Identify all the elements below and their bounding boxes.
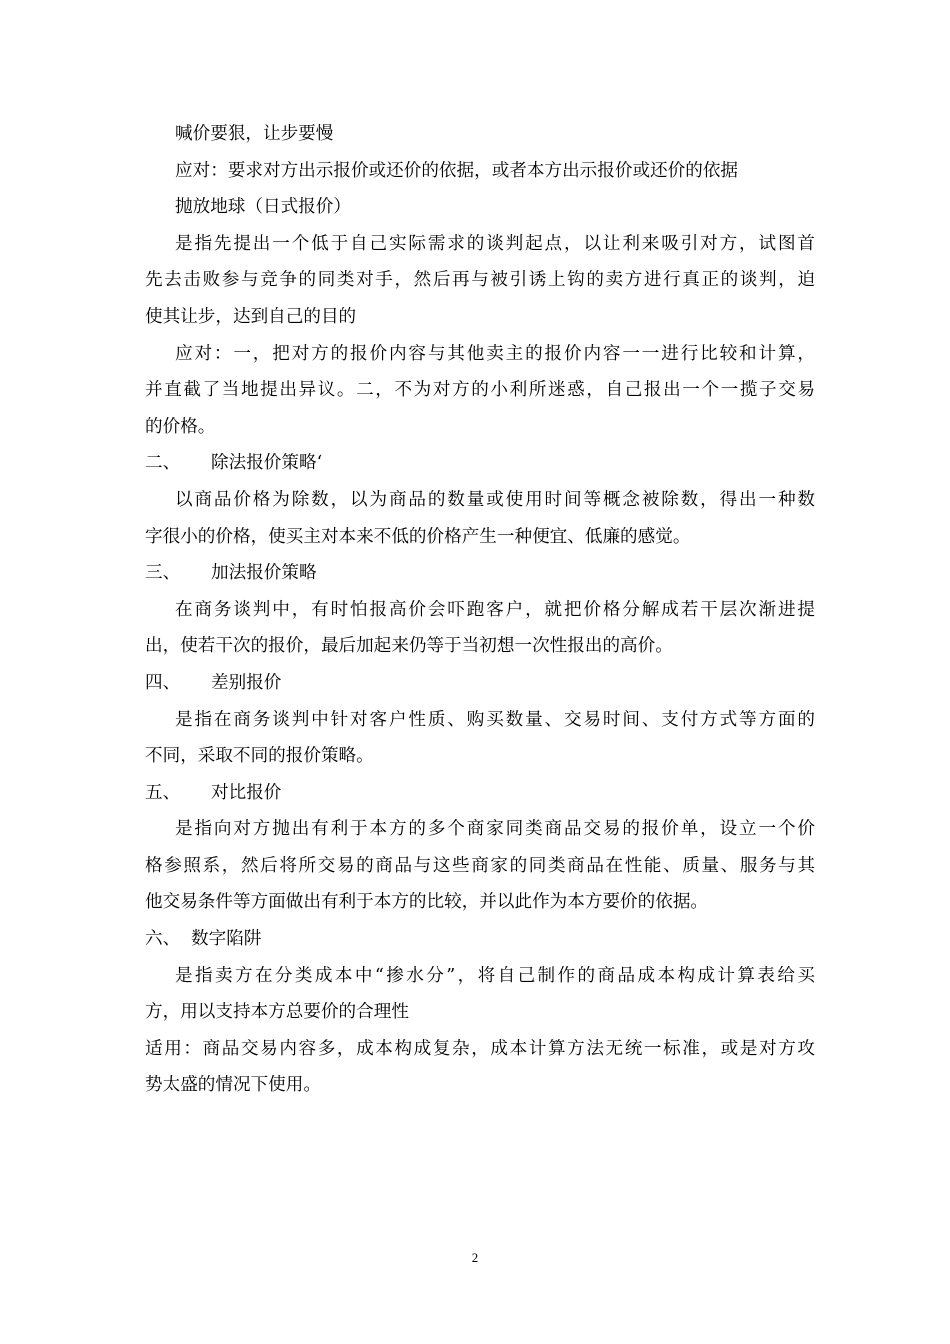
paragraph-line: 他交易条件等方面做出有利于本方的比较，并以此作为本方要价的依据。 [145,892,709,913]
paragraph-line: 字很小的价格，使买主对本来不低的价格产生一种便宜、低廉的感觉。 [145,526,691,547]
document-body [145,116,815,1104]
paragraph-line: 以商品价格为除数，以为商品的数量或使用时间等概念被除数，得出一种数 [175,489,815,510]
section-heading [145,445,815,482]
paragraph-line: 喊价要狠，让步要慢 [175,124,334,144]
paragraph-line: 在商务谈判中，有时怕报高价会吓跑客户，就把价格分解成若干层次渐进提 [175,599,815,620]
paragraph-line: 适用：商品交易内容多，成本构成复杂，成本计算方法无统一标准，或是对方攻 [145,1038,815,1059]
section-heading [145,775,815,812]
section-title: 对比报价 [211,782,282,803]
section-title: 差别报价 [211,672,282,693]
section-title: 数字陷阱 [191,929,262,950]
section-number: 四、 [145,672,181,693]
section-heading [145,555,815,592]
paragraph-line: 应对：一，把对方的报价内容与其他卖主的报价内容一一进行比较和计算， [175,343,815,364]
paragraph-line: 不同，采取不同的报价策略。 [145,746,374,767]
paragraph-line: 是指向对方抛出有利于本方的多个商家同类商品交易的报价单，设立一个价 [175,819,815,840]
section-title: 除法报价策略‘ [211,453,323,474]
paragraph-line: 是指在商务谈判中针对客户性质、购买数量、交易时间、支付方式等方面的 [175,709,815,730]
paragraph-line: 是指卖方在分类成本中“掺水分”，将自己制作的商品成本构成计算表给买 [175,965,815,986]
section-number: 二、 [145,453,181,474]
paragraph-line: 应对：要求对方出示报价或还价的依据，或者本方出示报价或还价的依据 [175,160,739,181]
section-number: 三、 [145,563,181,584]
paragraph-line: 格参照系，然后将所交易的商品与这些商家的同类商品在性能、质量、服务与其 [145,855,815,876]
section-heading [145,921,815,958]
paragraph-line: 是指先提出一个低于自己实际需求的谈判起点，以让利来吸引对方，试图首 [175,233,815,254]
paragraph-line: 势太盛的情况下使用。 [145,1075,321,1096]
paragraph-line: 的价格。 [145,416,216,437]
paragraph-line: 并直截了当地提出异议。二，不为对方的小利所迷惑，自己报出一个一揽子交易 [145,380,815,401]
section-number: 五、 [145,782,181,803]
paragraph-line: 方，用以支持本方总要价的合理性 [145,1002,409,1023]
paragraph-line: 先去击败参与竞争的同类对手，然后再与被引诱上钩的卖方进行真正的谈判，迫 [145,270,815,291]
paragraph-line: 使其让步，达到自己的目的 [145,306,357,327]
section-number: 六、 [145,929,181,950]
page-number: 2 [471,1250,479,1265]
section-heading [145,665,815,702]
paragraph-line: 抛放地球（日式报价） [175,197,351,218]
paragraph-line: 出，使若干次的报价，最后加起来仍等于当初想一次性报出的高价。 [145,636,673,657]
section-title: 加法报价策略 [211,563,317,584]
